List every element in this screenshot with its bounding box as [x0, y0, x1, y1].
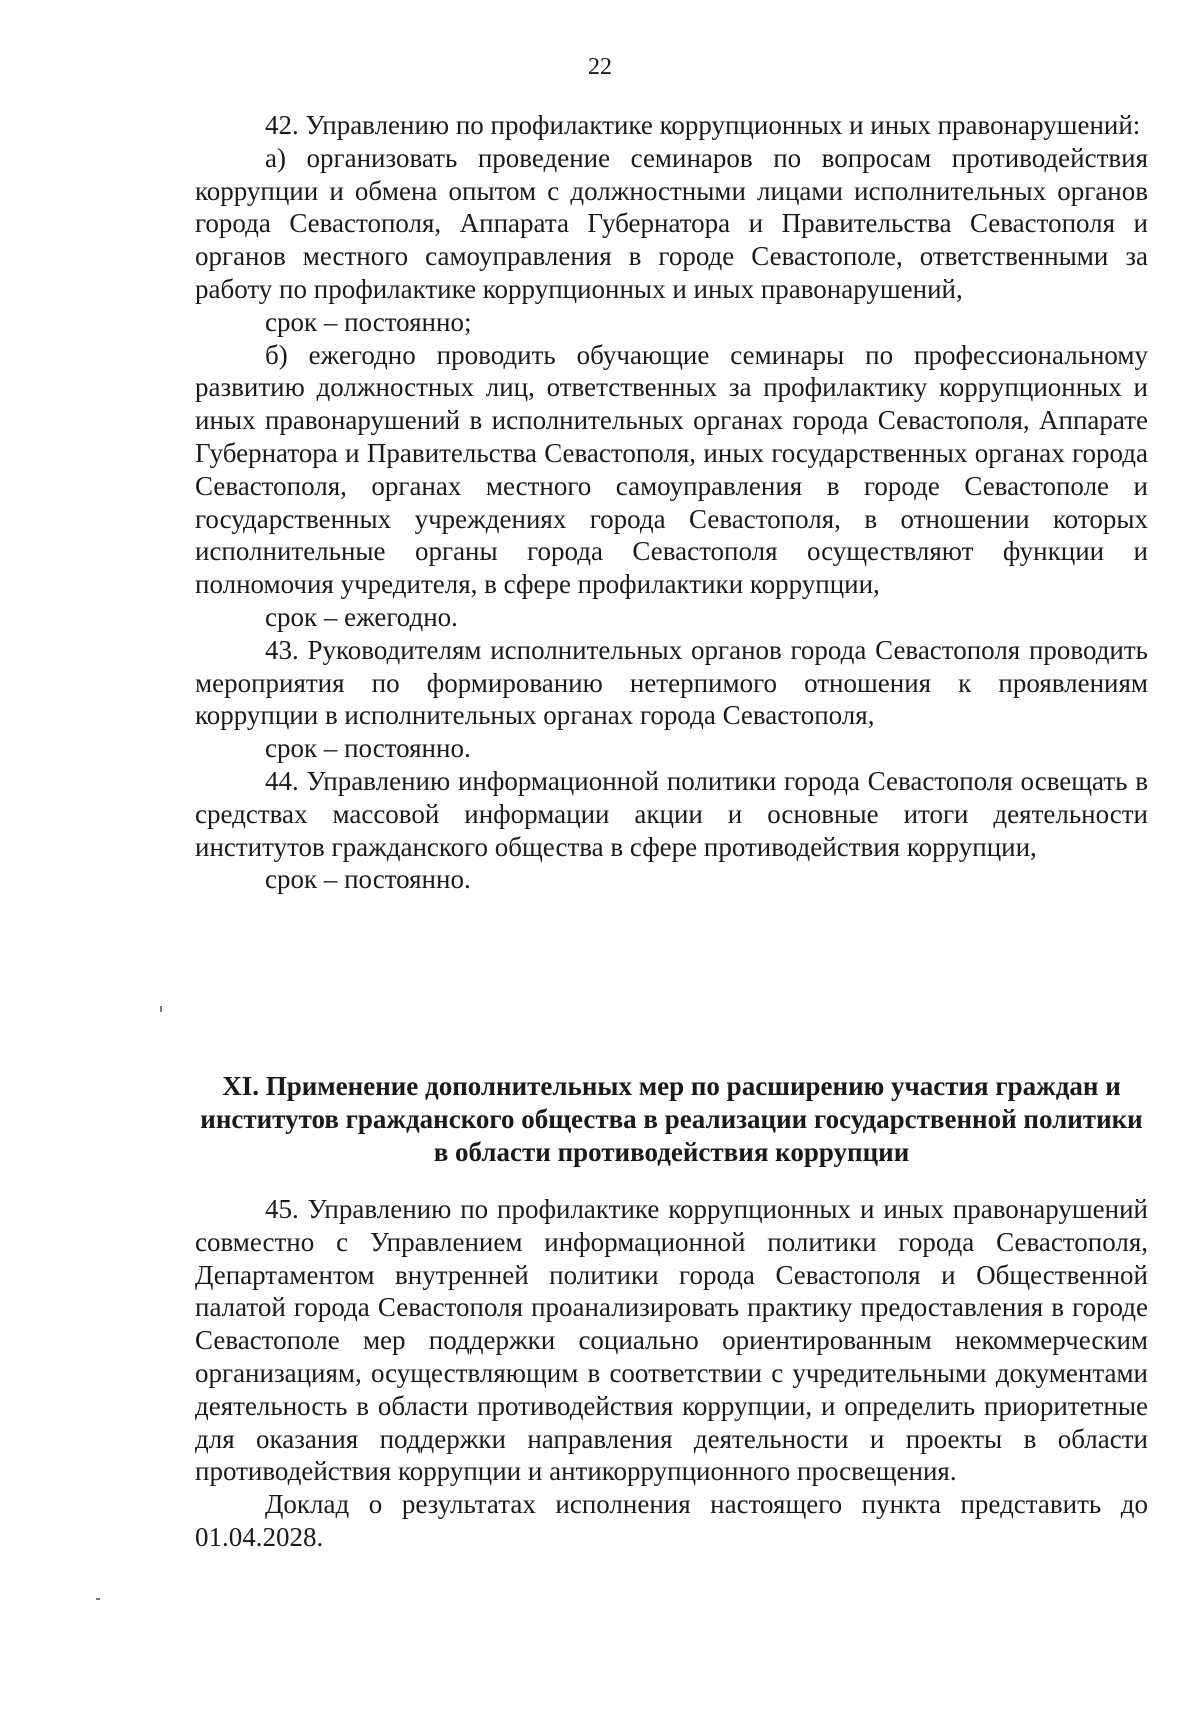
paragraph: 43. Руководителям исполнительных органов города Севастополя проводить мероприятия по формированию нетерпимого отношения к проявлениям коррупции в исполнительных органах города Севастополя, — [195, 634, 1148, 731]
paragraph: б) ежегодно проводить обучающие семинары по профессиональному развитию должностных лиц, ответственных за профилактику коррупционных и иных правонарушений в исполнительных органах города Севастополя, Аппарате Губернатора и Правительства Севастополя, иных государственных органах города Севастополя, органах местного самоуправления в городе Севастополе и государственных учреждениях города Севастополя, в отношении которых исполнительные органы города Севастополя осуществляют функции и полномочия учредителя, в сфере профилактики коррупции, — [195, 339, 1148, 600]
deadline-line: срок – постоянно. — [265, 864, 471, 895]
deadline-line: срок – постоянно. — [265, 733, 471, 764]
page-number: 22 — [588, 54, 612, 80]
body-text-bottom — [195, 1193, 1148, 1554]
section-heading: XI. Применение дополнительных мер по расширению участия граждан и институтов гражданского общества в реализации государственной политики в области противодействия коррупции — [200, 1071, 1143, 1167]
paragraph: Доклад о результатах исполнения настоящего пункта представить до 01.04.2028. — [195, 1489, 1148, 1552]
scan-speck — [96, 1598, 100, 1600]
deadline-line: срок – ежегодно. — [265, 601, 458, 632]
body-text-top — [195, 109, 1148, 896]
scan-speck — [160, 1006, 162, 1012]
deadline-line: срок – постоянно; — [265, 306, 472, 337]
paragraph: 44. Управлению информационной политики города Севастополя освещать в средствах массовой информации акции и основные итоги деятельности институтов гражданского общества в сфере противодействия коррупции, — [195, 765, 1148, 862]
paragraph: а) организовать проведение семинаров по вопросам противодействия коррупции и обмена опытом с должностными лицами исполнительных органов города Севастополя, Аппарата Губернатора и Правительства Севастополя и органов местного самоуправления в городе Севастополе, ответственными за работу по профилактике коррупционных и иных правонарушений, — [195, 142, 1148, 304]
paragraph: 45. Управлению по профилактике коррупционных и иных правонарушений совместно с Управлением информационной политики города Севастополя, Департаментом внутренней политики города Севастополя и Общественной палатой города Севастополя проанализировать практику предоставления в городе Севастополе мер поддержки социально ориентированным некоммерческим организациям, осуществляющим в соответствии с учредительными документами деятельность в области противодействия коррупции, и определить приоритетные для оказания поддержки направления деятельности и проекты в области противодействия коррупции и антикоррупционного просвещения. — [195, 1194, 1148, 1487]
paragraph: 42. Управлению по профилактике коррупционных и иных правонарушений: — [265, 110, 1141, 140]
